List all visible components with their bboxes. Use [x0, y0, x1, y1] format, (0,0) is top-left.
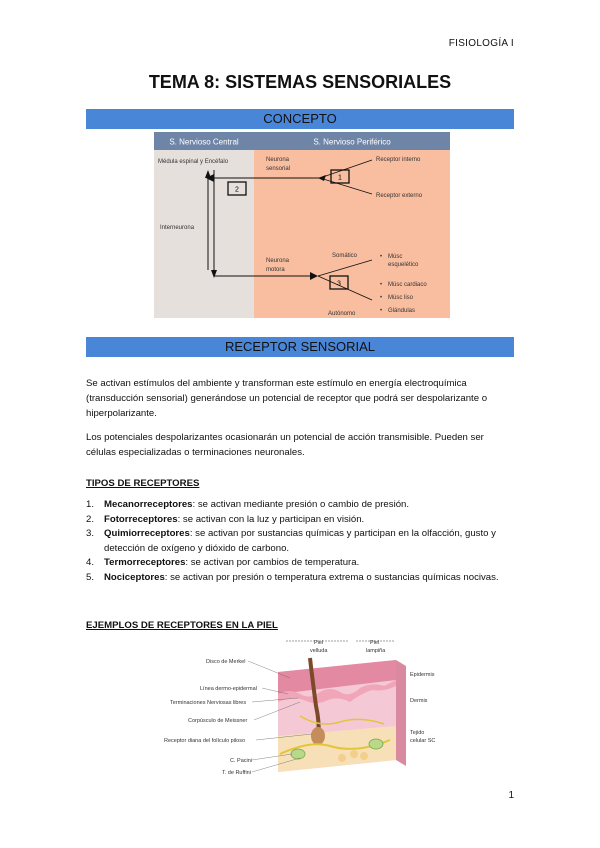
piel-velluda-label-1: Piel: [314, 640, 324, 646]
piel-lampina-label-2: lampiña: [366, 648, 386, 654]
paragraph-1: Se activan estímulos del ambiente y transforman este estímulo en energía electroquímica (transducción sensorial) generándose un potencial de receptor que podrá ser despolarizante o hiperpolarizante.: [86, 378, 488, 419]
interneurona-label: Interneurona: [160, 225, 195, 231]
tejido-label-2: celular SC: [410, 738, 436, 744]
list-term: Nociceptores: [104, 571, 165, 583]
tipos-list: [86, 498, 518, 585]
list-desc: : se activan por presión o temperatura extrema o sustancias químicas nocivas.: [164, 571, 499, 583]
peripheral-header: S. Nervioso Periférico: [313, 137, 391, 147]
dermis-label: Dermis: [410, 698, 428, 704]
bullet: •: [380, 282, 383, 288]
list-number: 4.: [86, 557, 95, 568]
somatico-label: Somático: [332, 253, 358, 259]
pacini-label: C. Pacini: [230, 758, 253, 764]
pacini-corpuscle: [369, 739, 383, 749]
autonomo-label: Autónomo: [328, 311, 356, 317]
hair-bulb: [311, 727, 325, 745]
pacini-corpuscle: [291, 749, 305, 759]
nervous-system-diagram: [154, 132, 450, 318]
page-title: TEMA 8: SISTEMAS SENSORIALES: [148, 72, 452, 92]
block-side: [396, 660, 406, 766]
receptor-externo-label: Receptor externo: [376, 193, 423, 199]
list-desc: : se activan por sustancias químicas y participan en la olfacción, gusto y detección de oxígeno y dióxido de carbono.: [104, 528, 496, 554]
central-header: S. Nervioso Central: [169, 137, 239, 147]
box-2-label: 2: [235, 186, 239, 194]
receptor-diana-label: Receptor diana del folículo piloso: [164, 738, 246, 744]
neurona-motora-label-1: Neurona: [266, 258, 290, 264]
ejemplos-heading: EJEMPLOS DE RECEPTORES EN LA PIEL: [86, 620, 278, 631]
box-1-label: 1: [338, 174, 342, 182]
box-3-label: 3: [337, 280, 341, 288]
receptor-interno-label: Receptor interno: [376, 157, 421, 163]
fat-cell: [360, 752, 368, 760]
neurona-motora-label-2: motora: [266, 267, 285, 273]
bullet: •: [380, 295, 383, 301]
list-term: Mecanorreceptores: [104, 499, 193, 510]
fat-cell: [338, 754, 346, 762]
musc-esqueletico-label-1: Músc: [388, 254, 403, 260]
list-item: [86, 513, 518, 528]
musc-esqueletico-label-2: esquelético: [388, 262, 419, 268]
bullet: •: [380, 254, 383, 260]
list-item: [86, 556, 518, 571]
ruffini-label: T. de Ruffini: [222, 770, 251, 776]
piel-velluda-label-2: velluda: [310, 648, 328, 654]
paragraph-2: Los potenciales despolarizantes ocasionarán un potencial de acción transmisible. Pueden ser células especializadas o terminaciones neuronales.: [86, 432, 484, 458]
page-number: 1: [508, 790, 514, 801]
section-bar-receptor: RECEPTOR SENSORIAL: [86, 337, 514, 357]
list-item: [86, 527, 518, 556]
neurona-sensorial-label-2: sensorial: [266, 166, 291, 172]
musc-liso-label: Músc liso: [388, 295, 414, 301]
list-desc: : se activan con la luz y participan en visión.: [177, 513, 365, 525]
glandulas-label: Glándulas: [388, 308, 416, 314]
neurona-sensorial-label-1: Neurona: [266, 157, 290, 163]
list-item: [86, 498, 518, 513]
meissner-label: Corpúsculo de Meissner: [188, 718, 248, 724]
disco-merkel-label: Disco de Merkel: [206, 659, 246, 665]
list-number: 2.: [86, 513, 95, 525]
section-bar-concepto: CONCEPTO: [86, 109, 514, 129]
list-term: Fotorreceptores: [104, 513, 178, 525]
musc-cardiaco-label: Músc cardiaco: [388, 282, 427, 288]
spinal-label: Médula espinal y Encéfalo: [158, 159, 229, 165]
list-desc: : se activan por cambios de temperatura.: [185, 557, 360, 568]
running-header: FISIOLOGÍA I: [448, 38, 514, 49]
bullet: •: [380, 308, 383, 314]
leader-line: [248, 661, 290, 678]
tipos-heading: TIPOS DE RECEPTORES: [86, 478, 200, 489]
list-number: 3.: [86, 528, 95, 539]
epidermis-label: Epidermis: [410, 672, 435, 678]
tejido-label-1: Tejido: [410, 730, 425, 736]
linea-dermo-label: Línea dermo-epidermal: [200, 686, 257, 692]
list-number: 1.: [86, 499, 95, 510]
list-term: Quimiorreceptores: [104, 528, 190, 539]
list-number: 5.: [86, 571, 95, 583]
skin-receptors-illustration: [160, 636, 440, 778]
list-desc: : se activan mediante presión o cambio de presión.: [192, 499, 410, 510]
piel-lampina-label-1: Piel: [370, 640, 380, 646]
list-term: Termorreceptores: [104, 557, 186, 568]
fat-cell: [350, 750, 358, 758]
terminaciones-label: Terminaciones Nerviosas libres: [170, 700, 247, 706]
list-item: [86, 571, 518, 586]
